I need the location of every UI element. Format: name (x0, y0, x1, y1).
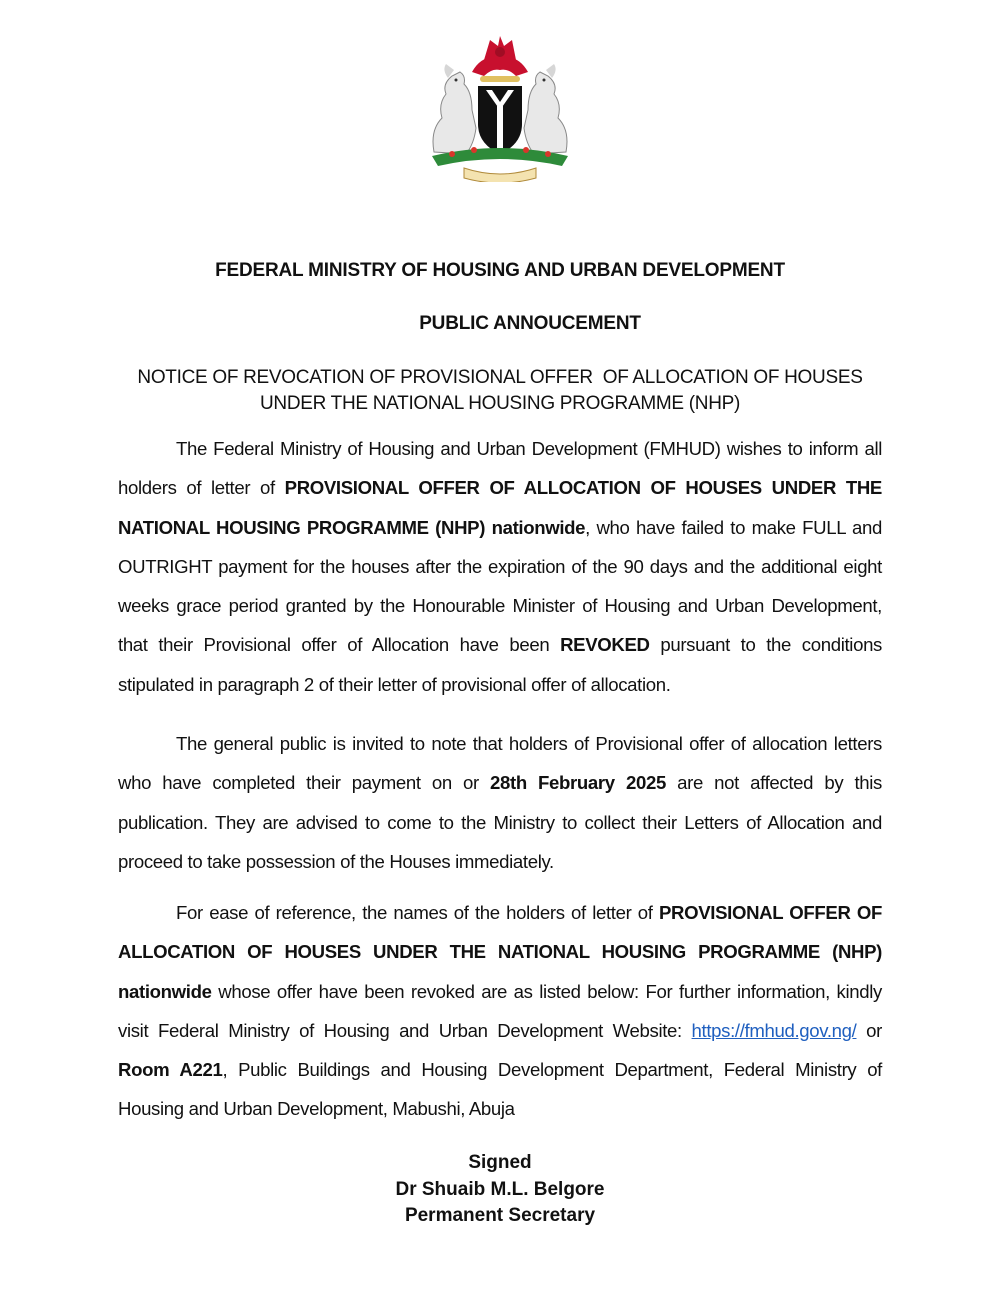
p3-text-3: or (856, 1019, 882, 1041)
signed-label: Signed (468, 1152, 532, 1173)
p1-bold-2: REVOKED (560, 634, 650, 656)
notice-title (100, 365, 900, 417)
p3-text-2: whose offer have been revoked are as listed below: For further information, kindly visit Federal Ministry of Housing and Urban Development Website: (118, 980, 882, 1041)
ministry-heading: FEDERAL MINISTRY OF HOUSING AND URBAN DEVELOPMENT (215, 260, 785, 281)
p2-text-2: are not affected by this publication. They are advised to come to the Ministry to collect their Letters of Allocation and proceed to take possession of the Houses immediately. (118, 772, 882, 872)
announcement-heading: PUBLIC ANNOUCEMENT (419, 313, 641, 334)
p2-date: 28th February 2025 (490, 772, 666, 794)
paragraph-2 (118, 724, 882, 881)
p3-room: Room A221 (118, 1059, 223, 1081)
coat-of-arms-icon (412, 32, 588, 182)
p1-bold-1: PROVISIONAL OFFER OF ALLOCATION OF HOUSES UNDER THE NATIONAL HOUSING PROGRAMME (NHP) nationwide (118, 477, 882, 538)
p3-text-1: For ease of reference, the names of the holders of letter of (176, 902, 659, 923)
p3-bold-1: PROVISIONAL OFFER OF ALLOCATION OF HOUSES UNDER THE NATIONAL HOUSING PROGRAMME (NHP) nationwide (118, 902, 883, 1002)
notice-line-2: UNDER THE NATIONAL HOUSING PROGRAMME (NHP) (259, 393, 741, 414)
signature-block (0, 1150, 1000, 1230)
website-link[interactable]: https://fmhud.gov.ng/ (691, 1019, 857, 1041)
p1-text-2: , who have failed to make FULL and OUTRIGHT payment for the houses after the expiration of the 90 days and the additional eight weeks grace period granted by the Honourable Minister of Housing and Urban Development, that their Provisional offer of Allocation have been (118, 516, 882, 656)
p3-text-4: , Public Buildings and Housing Development Department, Federal Ministry of Housing and Urban Development, Mabushi, Abuja (118, 1059, 883, 1120)
paragraph-1 (118, 429, 882, 704)
p1-text-1: The Federal Ministry of Housing and Urban Development (FMHUD) wishes to inform all holders of letter of (118, 438, 882, 499)
p2-text-1: The general public is invited to note that holders of Provisional offer of allocation letters who have completed their payment on or (118, 733, 882, 794)
paragraph-3 (118, 893, 882, 1129)
p1-text-3: pursuant to the conditions stipulated in paragraph 2 of their letter of provisional offer of allocation. (118, 634, 883, 695)
notice-line-1: NOTICE OF REVOCATION OF PROVISIONAL OFFER OF ALLOCATION OF HOUSES (137, 367, 863, 388)
signatory-title: Permanent Secretary (404, 1205, 596, 1226)
signatory-name: Dr Shuaib M.L. Belgore (395, 1178, 605, 1200)
